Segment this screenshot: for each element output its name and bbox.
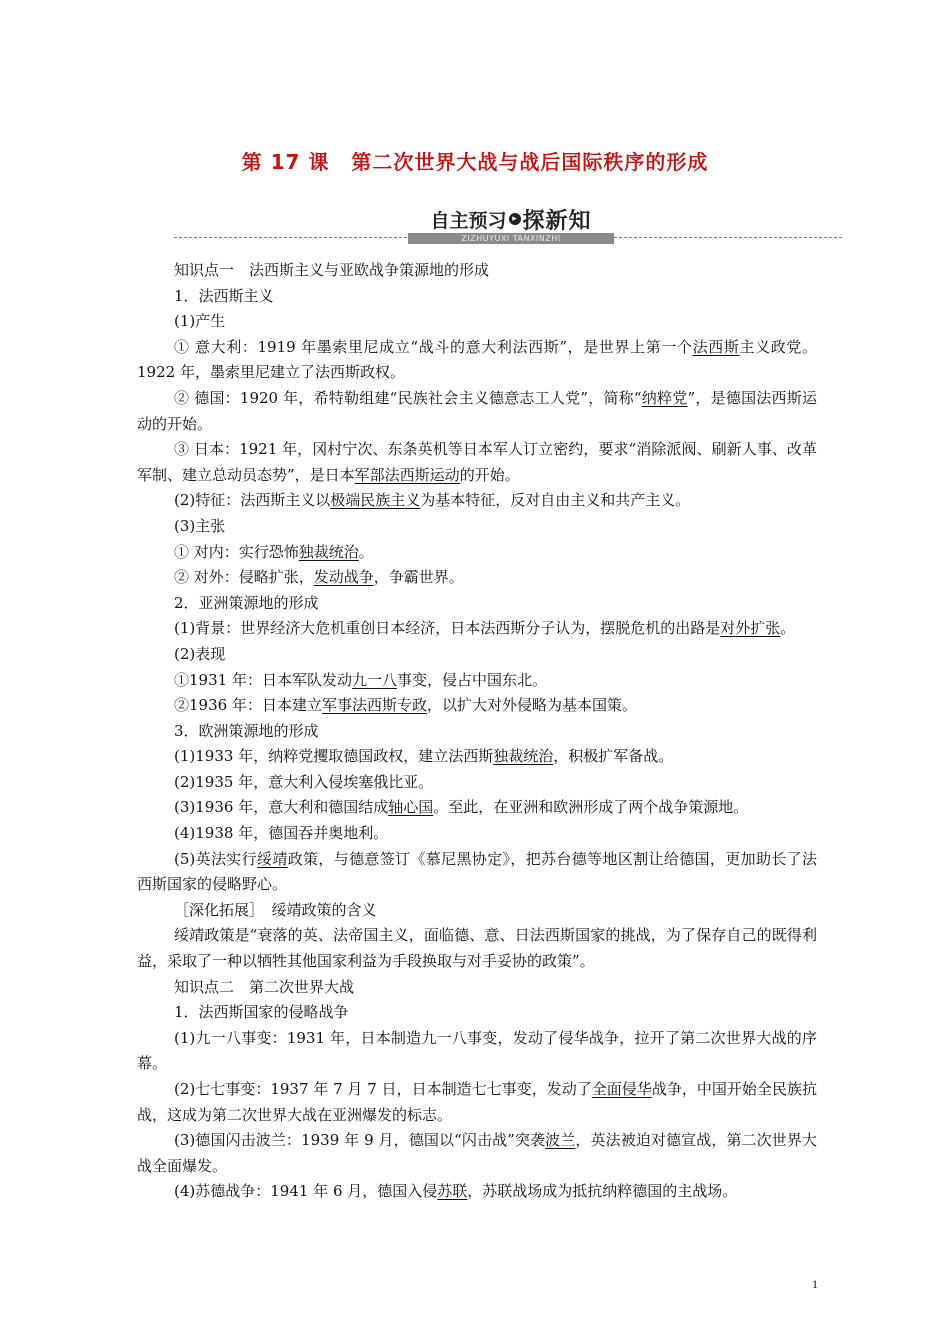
text-segment: (1)产生 — [174, 312, 226, 331]
text-segment: 。 — [780, 619, 796, 638]
lesson-title: 第二次世界大战与战后国际秩序的形成 — [351, 150, 709, 174]
text-segment: 绥靖政策是“衰落的英、法帝国主义，面临德、意、日法西斯国家的挑战，为了保存自己的既得利益，采取了一种以牺牲其他国家利益为手段换取与对手妥协的政策”。 — [137, 926, 817, 971]
underlined-answer: 对外扩张 — [720, 619, 781, 638]
text-segment: 知识点二 第二次世界大战 — [174, 977, 355, 996]
paragraph — [137, 693, 817, 719]
section-banner — [408, 205, 614, 243]
paragraph — [137, 591, 817, 617]
underlined-answer: 九一八 — [351, 670, 397, 689]
text-segment: (2)特征：法西斯主义以 — [174, 491, 331, 510]
paragraph — [137, 258, 817, 284]
text-segment: 1．法西斯国家的侵略战争 — [174, 1003, 349, 1022]
paragraph — [137, 975, 817, 1001]
text-segment: (5)英法实行 — [174, 849, 257, 868]
paragraph — [137, 898, 817, 924]
paragraph — [137, 1179, 817, 1205]
text-segment: (3)德国闪击波兰：1939 年 9 月，德国以“闪击战”突袭 — [174, 1131, 546, 1150]
paragraph — [137, 437, 817, 488]
text-segment: ②1936 年：日本建立 — [174, 696, 322, 715]
text-segment: 。至此，在亚洲和欧洲形成了两个战争策源地。 — [433, 798, 749, 817]
paragraph — [137, 923, 817, 974]
text-segment: ［深化拓展］ 绥靖政策的含义 — [174, 900, 377, 919]
underlined-answer: 波兰 — [545, 1131, 576, 1150]
underlined-answer: 苏联 — [437, 1182, 468, 1201]
underlined-answer: 极端民族主义 — [330, 491, 421, 510]
text-segment: ”，是德国法西斯运动的开始。 — [137, 388, 817, 433]
text-segment: 。 — [358, 542, 374, 561]
text-segment: 战争，中国开始全民族抗战，这成为第二次世界大战在亚洲爆发的标志。 — [137, 1080, 817, 1124]
text-segment: (3)1936 年，意大利和德国结成 — [174, 798, 389, 817]
page-number: 1 — [812, 1277, 818, 1291]
text-segment: ，争霸世界。 — [373, 568, 464, 587]
text-segment: ①1931 年：日本军队发动 — [174, 670, 352, 689]
paragraph — [137, 488, 817, 514]
text-segment: ，苏联战场成为抵抗纳粹德国的主战场。 — [467, 1182, 738, 1201]
text-segment: (1)1933 年，纳粹党攫取德国政权，建立法西斯 — [174, 747, 494, 766]
text-segment: 3．欧洲策源地的形成 — [174, 721, 319, 740]
text-segment: ③ 日本：1921 年，冈村宁次、东条英机等日本军人订立密约，要求“消除派阀、刷新人事、改革军制、建立总动员态势”，是日本 — [137, 440, 817, 484]
text-segment: (2)表现 — [174, 644, 226, 663]
text-segment: ① 意大利：1919 年墨索里尼成立“战斗的意大利法西斯”，是世界上第一个 — [174, 337, 693, 356]
underlined-answer: 轴心国 — [388, 798, 434, 817]
lesson-number: 第 17 课 — [241, 150, 330, 174]
paragraph — [137, 1128, 817, 1179]
text-segment: 知识点一 法西斯主义与亚欧战争策源地的形成 — [174, 261, 490, 279]
text-segment: (2)1935 年，意大利入侵埃塞俄比亚。 — [174, 772, 434, 791]
paragraph — [137, 821, 817, 847]
paragraph — [137, 1026, 817, 1077]
page-title — [0, 146, 950, 175]
paragraph — [137, 616, 817, 642]
paragraph — [137, 795, 817, 821]
paragraph — [137, 514, 817, 540]
text-segment: 1．法西斯主义 — [174, 286, 274, 305]
text-segment: 为基本特征，反对自由主义和共产主义。 — [420, 491, 691, 510]
text-segment: (2)七七事变：1937 年 7 月 7 日，日本制造七七事变，发动了 — [174, 1080, 592, 1098]
paragraph — [137, 309, 817, 335]
banner-text: 自主预习 — [430, 209, 507, 232]
underlined-answer: 独裁统治 — [493, 747, 554, 766]
underlined-answer: 军部法西斯运动 — [354, 465, 460, 484]
banner-pinyin: ZIZHUYUXI TANXINZHI — [408, 233, 614, 244]
text-segment: (4)1938 年，德国吞并奥地利。 — [174, 824, 389, 843]
paragraph — [137, 847, 817, 898]
underlined-answer: 绥靖 — [256, 849, 288, 868]
paragraph — [137, 642, 817, 668]
text-segment: ① 对内：实行恐怖 — [174, 542, 299, 561]
paragraph — [137, 284, 817, 310]
text-segment: (1)背景：世界经济大危机重创日本经济，日本法西斯分子认为，摆脱危机的出路是 — [174, 619, 721, 638]
underlined-answer: 军事法西斯专政 — [321, 696, 427, 715]
text-segment: ，英法被迫对德宣战，第二次世界大战全面爆发。 — [137, 1131, 817, 1175]
underlined-answer: 全面侵华 — [591, 1080, 652, 1098]
text-segment: 2．亚洲策源地的形成 — [174, 593, 319, 612]
paragraph — [137, 335, 817, 386]
underlined-answer: 独裁统治 — [298, 542, 359, 561]
text-segment: ② 对外：侵略扩张， — [174, 568, 314, 587]
paragraph — [137, 719, 817, 745]
circle-arrow-right-icon: ▸ — [509, 213, 521, 225]
paragraph — [137, 540, 817, 566]
text-segment: (1)九一八事变：1931 年，日本制造九一八事变，发动了侵华战争，拉开了第二次世界大战的序幕。 — [137, 1028, 817, 1073]
paragraph — [137, 668, 817, 694]
text-segment: ，以扩大对外侵略为基本国策。 — [426, 696, 637, 715]
text-segment: 事变，侵占中国东北。 — [396, 670, 547, 689]
text-segment: ② 德国：1920 年，希特勒组建“民族社会主义德意志工人党”，简称“ — [174, 388, 642, 407]
paragraph — [137, 565, 817, 591]
paragraph — [137, 770, 817, 796]
text-segment: (4)苏德战争：1941 年 6 月，德国入侵 — [174, 1182, 438, 1201]
paragraph — [137, 744, 817, 770]
text-segment: 政策，与德意签订《慕尼黑协定》，把苏台德等地区割让给德国，更加助长了法西斯国家的侵略野心。 — [137, 849, 817, 894]
paragraph — [137, 386, 817, 437]
underlined-answer: 法西斯 — [692, 337, 740, 356]
underlined-answer: 发动战争 — [313, 568, 374, 587]
text-segment: 主义政党。1922 年，墨索里尼建立了法西斯政权。 — [137, 337, 817, 382]
paragraph — [137, 1077, 817, 1128]
paragraph — [137, 1000, 817, 1026]
text-segment: ，积极扩军备战。 — [553, 747, 674, 766]
text-segment: (3)主张 — [174, 516, 226, 535]
banner-text-2: 探新知 — [522, 208, 592, 234]
text-segment: 的开始。 — [459, 465, 520, 484]
document-body — [137, 258, 817, 1205]
underlined-answer: 纳粹党 — [641, 388, 688, 407]
